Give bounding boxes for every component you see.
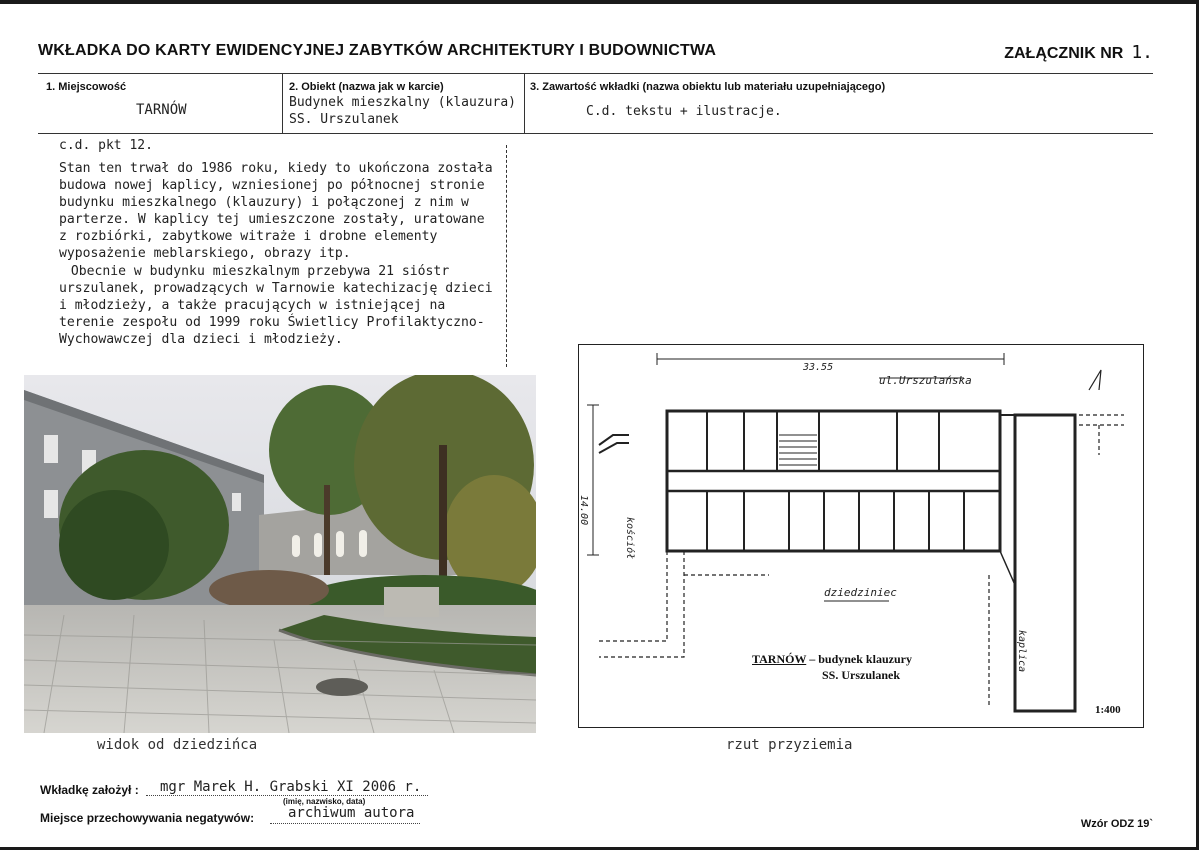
top-border — [0, 0, 1199, 4]
author-dotted-line — [146, 795, 428, 796]
plan-subtitle: SS. Urszulanek — [822, 668, 901, 682]
annex-label — [1004, 42, 1153, 63]
negatives-label: Miejsce przechowywania negatywów: — [40, 811, 255, 825]
field-divider-1 — [282, 73, 283, 133]
field-2-value-line2: SS. Urszulanek — [289, 112, 399, 127]
field-3-label: 3. Zawartość wkładki (nazwa obiektu lub materiału uzupełniającego) — [530, 81, 886, 93]
header-rule-bottom — [38, 133, 1153, 134]
paragraph-1: Stan ten trwał do 1986 roku, kiedy to ukończona została budowa nowej kaplicy, wzniesionej po północnej stronie budynku mieszkalnego (klauzury) i połączonej z nim w parterze. W kaplicy tej umieszczone zostały, uratowane z rozbiórki, zabytkowe witraże i drobne elementy wyposażenie meblarskiego, obrazy itp. — [59, 161, 493, 262]
field-2-value-line1: Budynek mieszkalny (klauzura) — [289, 95, 516, 110]
plan-church-label: kościół — [624, 517, 635, 560]
negatives-value: archiwum autora — [288, 805, 415, 821]
field-1-label: 1. Miejscowość — [46, 81, 127, 93]
author-value: mgr Marek H. Grabski XI 2006 r. — [160, 779, 422, 795]
plan-width-dimension: 33.55 — [803, 362, 834, 373]
field-divider-2 — [524, 73, 525, 133]
plan-caption: rzut przyziemia — [726, 737, 853, 753]
paragraph-2: Obecnie w budynku mieszkalnym przebywa 21 sióstr urszulanek, prowadzących w Tarnowie katechizację dzieci i młodzieży, a także pracujących w istniejącej na terenie zespołu od 1999 roku Świetlicy Profilaktyczno-Wychowawczej dla dzieci i młodzieży. — [59, 263, 493, 347]
plan-title-rest: – budynek klauzury — [806, 652, 912, 666]
plan-courtyard-label: dziedziniec — [824, 586, 897, 599]
field-2-label: 2. Obiekt (nazwa jak w karcie) — [289, 81, 444, 93]
plan-chapel-label: kaplica — [1016, 630, 1027, 673]
courtyard-photo — [24, 375, 536, 733]
field-3-value: C.d. tekstu + ilustracje. — [586, 104, 782, 119]
continuation-heading: c.d. pkt 12. — [59, 138, 153, 153]
author-hint: (imię, nazwisko, data) — [283, 797, 366, 806]
plan-title-city: TARNÓW — [752, 652, 807, 666]
floor-plan — [578, 344, 1144, 728]
text-margin-line — [506, 145, 507, 367]
plan-depth-dimension: 14.00 — [578, 495, 589, 526]
form-pattern-code: Wzór ODZ 19` — [1080, 818, 1153, 830]
plan-street-label: ul.Urszulańska — [879, 374, 972, 387]
plan-scale: 1:400 — [1095, 704, 1121, 716]
form-title: WKŁADKA DO KARTY EWIDENCYJNEJ ZABYTKÓW ARCHITEKTURY I BUDOWNICTWA — [38, 42, 717, 59]
photo-caption: widok od dziedzińca — [97, 737, 258, 753]
description-text — [59, 160, 499, 348]
header-rule-top — [38, 73, 1153, 74]
author-label: Wkładkę założył : — [40, 783, 139, 797]
negatives-dotted-line — [270, 823, 420, 824]
annex-label-text: ZAŁĄCZNIK NR — [1004, 45, 1124, 62]
annex-number: 1. — [1131, 42, 1153, 63]
plan-title — [752, 652, 912, 667]
field-1-value: TARNÓW — [136, 102, 187, 118]
